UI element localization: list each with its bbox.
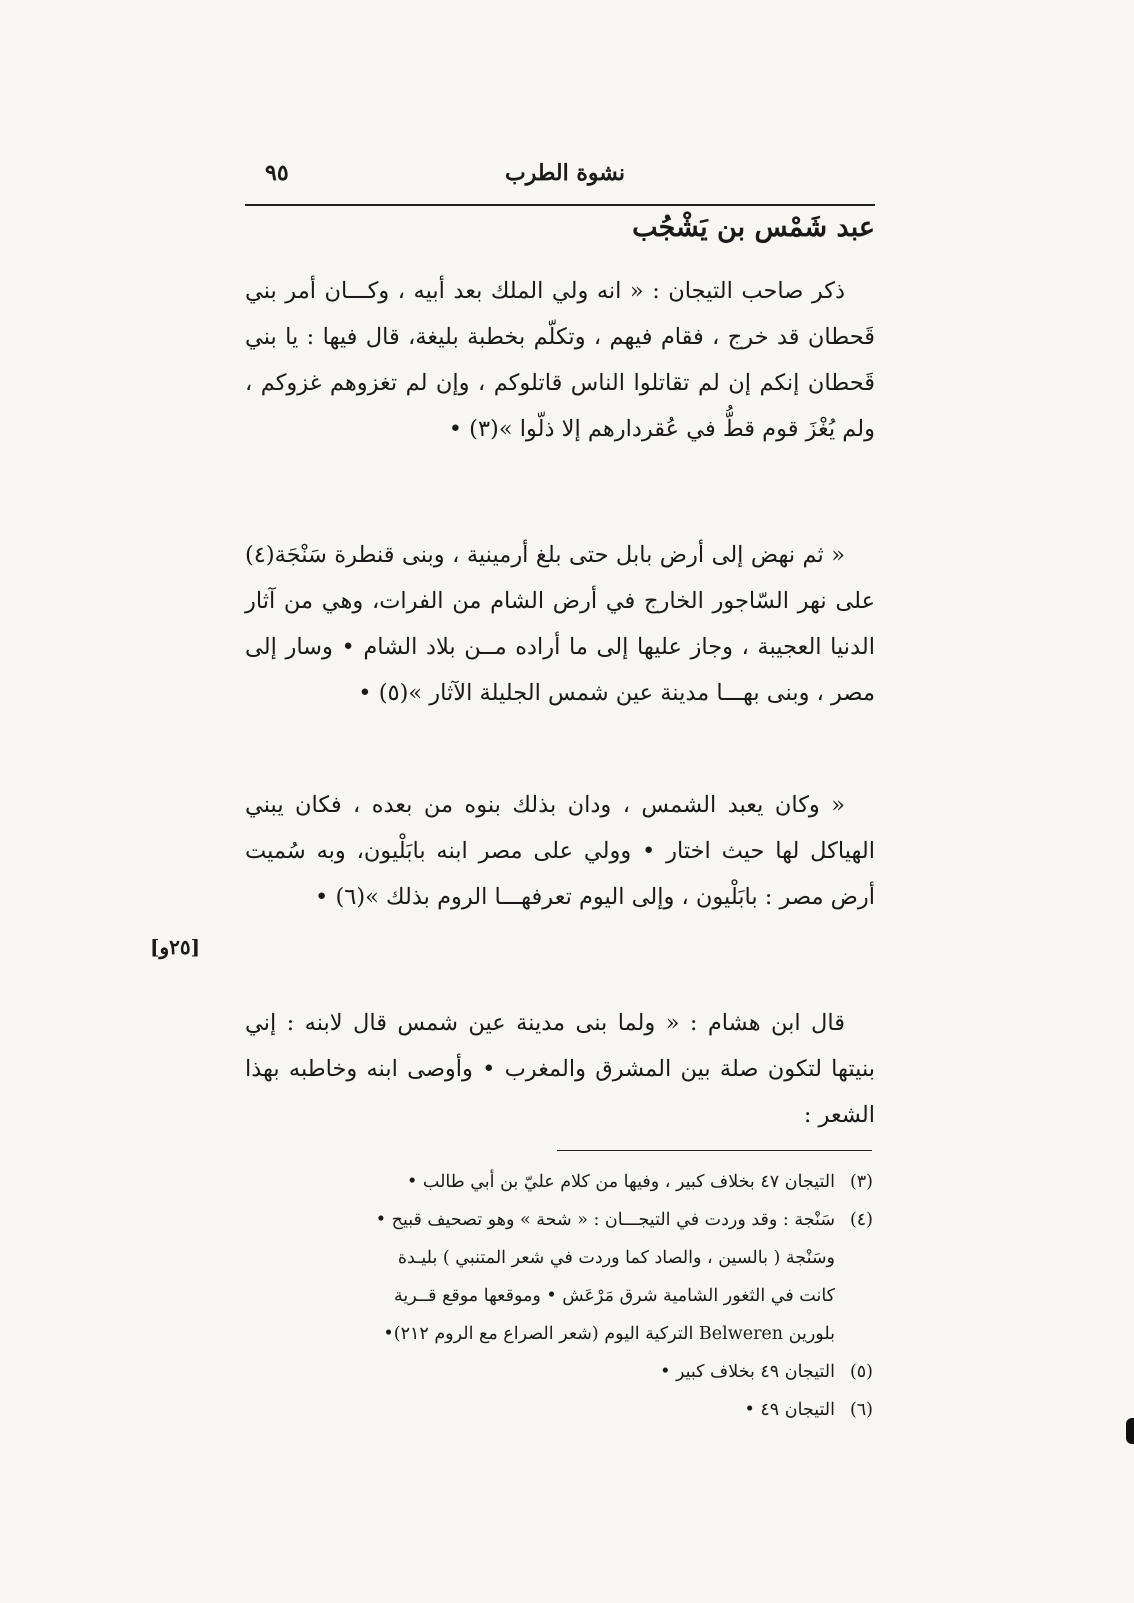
footnote-4-continuation: بلورين Belweren التركية اليوم (شعر الصراع مع الروم ٢١٢)•: [383, 1324, 835, 1344]
footnote-number: (٤): [849, 1210, 873, 1230]
footnote-number: (٦): [849, 1400, 873, 1420]
footnote-4-continuation: كانت في الثغور الشامية شرق مَرْعَش • وموقعها موقع قــرية: [393, 1286, 835, 1306]
footnote-text: التيجان ٤٩ بخلاف كبير •: [660, 1362, 835, 1382]
header-rule: [245, 204, 875, 206]
paragraph-text: ذكر صاحب التيجان : « انه ولي الملك بعد أبيه ، وكـــان أمر بني قَحطان قد خرج ، فقام فيهم ، وتكلّم بخطبة بليغة، قال فيها : يا بني قَحطان إنكم إن لم تقاتلوا الناس قاتلوكم ، وإن لم تغزوهم غزوكم ، ولم يُغْزَ قوم قطُّ في عُقردارهم إلا ذلّوا »(٣) •: [245, 278, 875, 442]
running-header: [245, 160, 875, 200]
paragraph-text: « ثم نهض إلى أرض بابل حتى بلغ أرمينية ، وبنى قنطرة سَنْجَة(٤) على نهر السّاجور الخارج في أرض الشام من الفرات، وهي من آثار الدنيا العجيبة ، وجاز عليها إلى ما أراده مــن بلاد الشام • وسار إلى مصر ، وبنى بهـــا مدينة عين شمس الجليلة الآثار »(٥) •: [245, 542, 875, 706]
footnote-number: (٣): [849, 1172, 873, 1192]
footnote-4: [245, 1201, 873, 1239]
footnote-number: (٥): [849, 1362, 873, 1382]
section-heading: عبد شَمْس بن يَشْجُب: [632, 212, 875, 243]
footnote-text: التيجان ٤٩ •: [744, 1400, 835, 1420]
running-title: نشوة الطرب: [504, 160, 625, 186]
footnotes: [245, 1163, 873, 1429]
paragraph-3: [245, 782, 875, 920]
footnote-5: [245, 1353, 873, 1391]
paragraph-4: [245, 1000, 875, 1138]
footnote-3: [245, 1163, 873, 1201]
paragraph-text: قال ابن هشام : « ولما بنى مدينة عين شمس قال لابنه : إني بنيتها لتكون صلة بين المشرق والمغرب • وأوصى ابنه وخاطبه بهذا الشعر :: [245, 1010, 875, 1128]
footnote-rule: [557, 1150, 872, 1151]
paragraph-1: [245, 268, 875, 452]
paragraph-text: « وكان يعبد الشمس ، ودان بذلك بنوه من بعده ، فكان يبني الهياكل لها حيث اختار • وولي على مصر ابنه بابَلْيون، وبه سُميت أرض مصر : بابَلْيون ، وإلى اليوم تعرفهـــا الروم بذلك »(٦) •: [245, 792, 875, 910]
paragraph-2: [245, 532, 875, 716]
footnote-6: [245, 1391, 873, 1429]
page-number: ٩٥: [265, 160, 289, 186]
footnote-text: التيجان ٤٧ بخلاف كبير ، وفيها من كلام عليّ بن أبي طالب •: [407, 1172, 835, 1192]
footnote-4-continuation: وسَنْجة ( بالسين ، والصاد كما وردت في شعر المتنبي ) بليـدة: [397, 1248, 835, 1268]
scan-edge-mark: [1126, 1418, 1134, 1444]
folio-margin-note: [٢٥و]: [150, 935, 201, 959]
footnote-text: سَنْجة : وقد وردت في التيجـــان : « شحة » وهو تصحيف قبيح •: [375, 1210, 835, 1230]
